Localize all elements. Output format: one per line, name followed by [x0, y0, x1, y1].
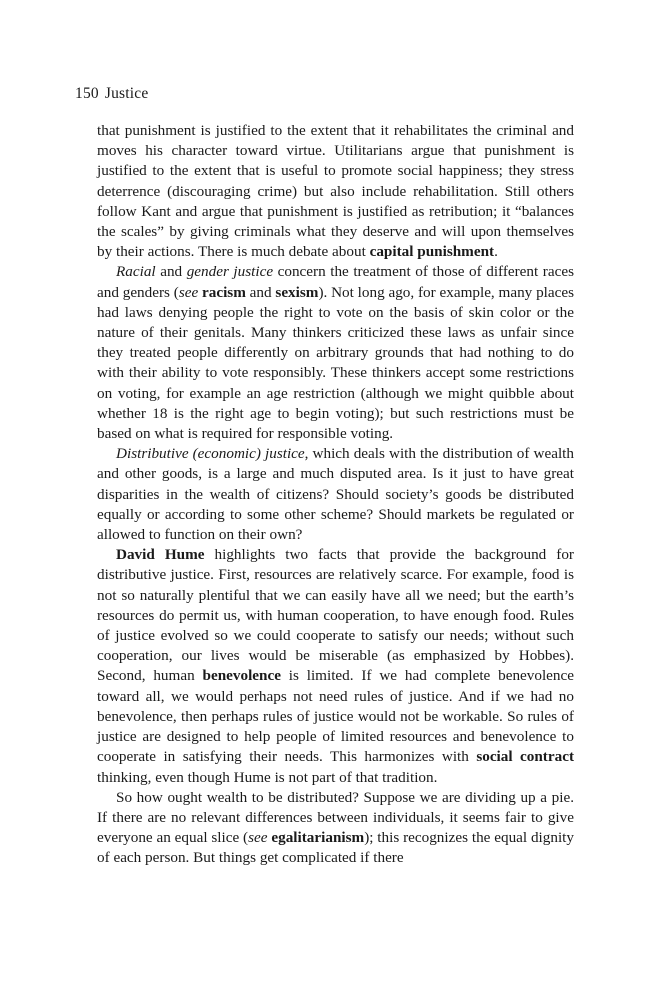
bold-term: benevolence: [202, 667, 281, 685]
text-run: and: [155, 263, 187, 281]
text-run: concern the treatment of those of different races and genders (: [97, 263, 574, 301]
running-header: [75, 84, 148, 104]
bold-term: sexism: [275, 283, 319, 301]
paragraph-hume: [97, 545, 574, 787]
bold-term: David Hume: [116, 546, 205, 564]
paragraph-distributive-justice: [97, 444, 574, 545]
italic-term: see: [178, 283, 199, 301]
italic-term: Distributive (economic) justice: [116, 445, 305, 463]
italic-term: gender justice: [186, 263, 274, 281]
bold-term: capital punishment: [369, 243, 495, 261]
italic-term: see: [248, 829, 268, 847]
text-run: is limited. If we had complete benevolence toward all, we would perhaps not need rules of justice. And if we had no benevolence, then perhaps rules of justice would not be workable. So rules of justice are designed to help people of limited resources and benevolence to cooperate in satisfying their needs. This harmonizes with: [97, 667, 574, 766]
bold-term: racism: [202, 283, 246, 301]
paragraph-racial-gender-justice: [97, 262, 574, 444]
paragraph-pie: [97, 788, 574, 869]
italic-term: Racial: [116, 263, 156, 281]
text-run: that punishment is justified to the extent that it rehabilitates the criminal and moves his character toward virtue. Utilitarians argue that punishment is justified to the extent that is useful to promote social happiness; they stress deterrence (discouraging crime) but also include rehabilitation. Still others follow Kant and argue that punishment is justified as retribution; it “balances the scales” by giving criminals what they deserve and will upon themselves by their actions. There is much debate about: [97, 122, 574, 261]
text-run: So how ought wealth to be distributed? Suppose we are dividing up a pie. If there are no relevant differences between individuals, it seems fair to give everyone an equal slice (: [97, 788, 574, 847]
text-run: and: [245, 283, 276, 301]
text-run: highlights two facts that provide the background for distributive justice. First, resources are relatively scarce. For example, food is not so naturally plentiful that we can easily have all we need; but the earth’s resources do permit us, with human cooperation, to have enough food. Rules of justice evolved so we could cooperate to satisfy our needs; without such cooperation, our lives would be miserable (as emphasized by Hobbes). Second, human: [97, 546, 574, 685]
bold-term: social contract: [476, 748, 574, 766]
body-text: [97, 121, 574, 869]
running-title: Justice: [104, 85, 149, 102]
text-run: , which deals with the distribution of wealth and other goods, is a large and much disputed area. Is it just to have great disparities in the wealth of citizens? Should society’s goods be distributed equally or according to some other scheme? Should markets be regulated or allowed to function on their own?: [97, 445, 574, 544]
page-number: 150: [75, 85, 99, 102]
text-run: .: [494, 243, 498, 261]
text-run: ). Not long ago, for example, many places had laws denying people the right to vote on the basis of skin color or the nature of their genitals. Many thinkers criticized these laws as unfair since they treated people differently on arbitrary grounds that had nothing to do with their ability to vote responsibly. These thinkers accept some restrictions on voting, for example an age restriction (although we might quibble about whether 18 is the right age to begin voting); but such restrictions must be based on what is required for responsible voting.: [97, 283, 575, 443]
paragraph-punishment: [97, 121, 574, 262]
bold-term: egalitarianism: [271, 829, 365, 847]
text-run: thinking, even though Hume is not part of that tradition.: [97, 768, 438, 786]
text-run: ); this recognizes the equal dignity of each person. But things get complicated if there: [97, 829, 574, 867]
